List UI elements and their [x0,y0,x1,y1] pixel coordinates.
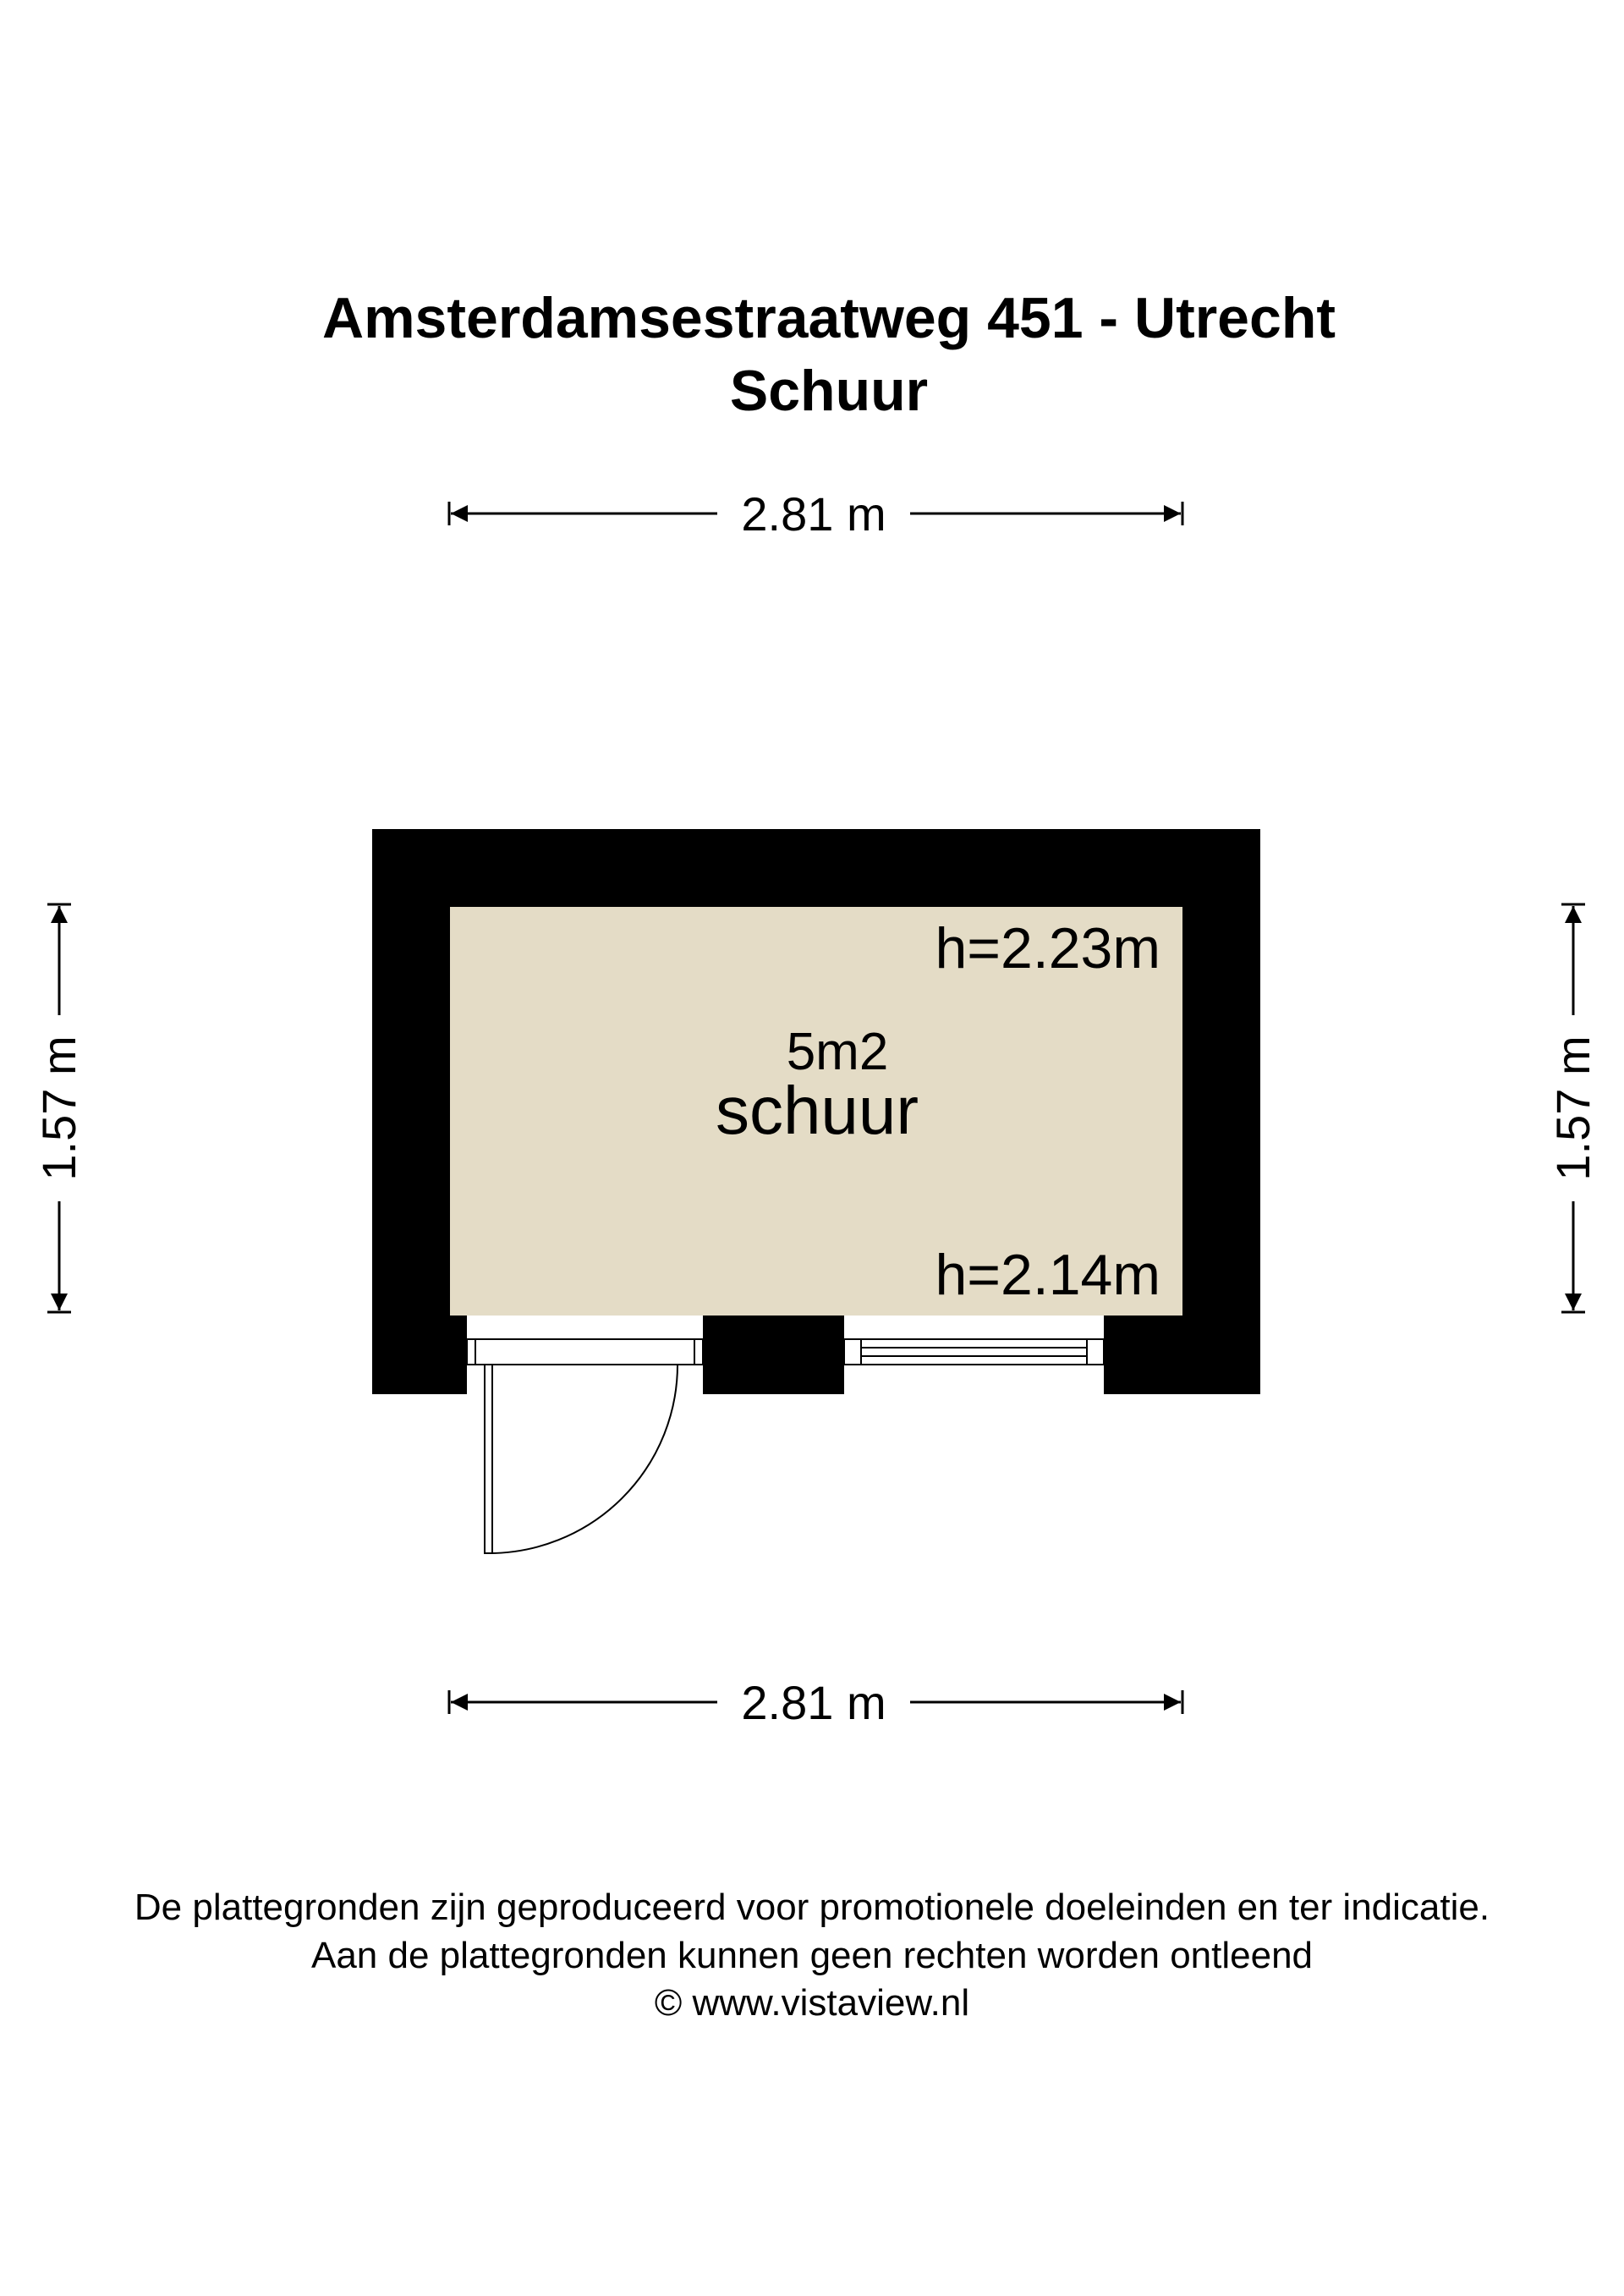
dimension-left [32,904,85,1312]
room-name: schuur [715,1073,919,1148]
dimension-right [1546,904,1599,1312]
door-frame [467,1339,703,1365]
dimension-top-label: 2.81 m [741,487,886,541]
window [844,1339,1104,1365]
building-subtitle: Schuur [729,359,929,423]
ceiling-height-front: h=2.14m [935,1243,1160,1307]
address-title: Amsterdamsestraatweg 451 - Utrecht [321,286,1336,350]
door-swing [485,1365,678,1553]
ceiling-height-back: h=2.23m [935,916,1160,980]
dimension-bottom-label: 2.81 m [741,1676,886,1729]
dimension-left-label: 1.57 m [32,1035,85,1181]
dimension-right-label: 1.57 m [1546,1035,1599,1181]
disclaimer-line-2: Aan de plattegronden kunnen geen rechten worden ontleend [310,1935,1314,1976]
disclaimer-line-1: De plattegronden zijn geproduceerd voor promotionele doeleinden en ter indicatie. [134,1887,1490,1928]
room-area: 5m2 [786,1023,889,1081]
copyright-link[interactable]: © www.vistaview.nl [654,1982,970,2024]
dimension-bottom [449,1676,1182,1729]
dimension-top [449,487,1182,541]
